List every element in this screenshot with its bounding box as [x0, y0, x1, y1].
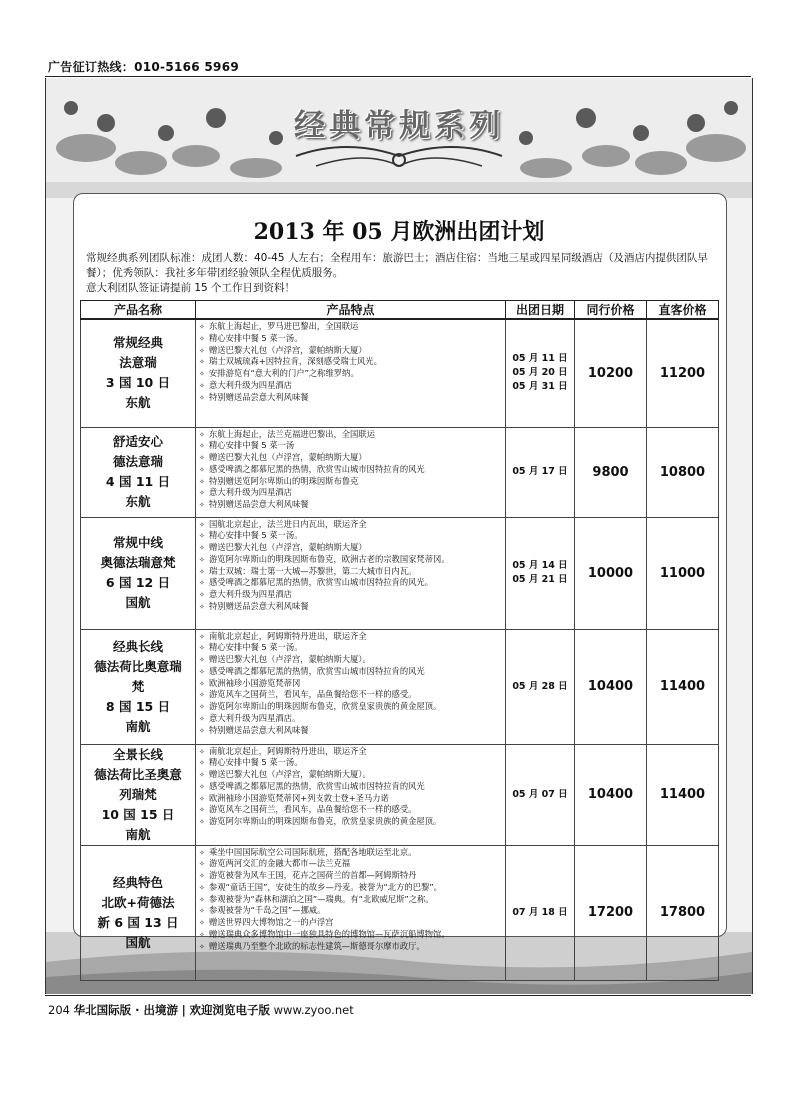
departure-dates-cell: [506, 845, 575, 980]
peer-price-cell: 10400: [575, 744, 647, 845]
ad-hotline: 广告征订热线：010-5166 5969: [48, 60, 240, 74]
feature-item: ✧ 感受啤酒之都慕尼黑的热情，欣赏雪山城市因特拉肯的风光: [199, 781, 502, 793]
product-name-cell: [81, 427, 196, 517]
feature-item: ✧ 赠送巴黎大礼包（卢浮宫，蒙帕纳斯大厦）: [199, 542, 502, 554]
feature-item: ✧ 游览阿尔卑斯山的明珠因斯布鲁克，欣赏皇家贵族的黄金屋顶。: [199, 701, 502, 713]
departure-dates-cell: [506, 427, 575, 517]
feature-item: ✧ 意大利升级为四星酒店: [199, 589, 502, 601]
departure-date: 05 月 17 日: [512, 466, 568, 477]
tour-plan-table: [80, 300, 719, 981]
direct-price-cell: 11400: [647, 629, 719, 744]
product-name-line: 全景长线: [112, 746, 163, 762]
column-header: 出团日期: [506, 301, 575, 320]
product-name-cell: [81, 845, 196, 980]
product-name-cell: [81, 629, 196, 744]
product-name-line: 国航: [125, 934, 151, 950]
departure-date: 05 月 20 日: [512, 367, 568, 379]
feature-item: ✧ 赠送巴黎大礼包（卢浮宫，蒙帕纳斯大厦）。: [199, 769, 502, 781]
table-row: [81, 744, 719, 845]
feature-item: ✧ 游览两河交汇的金融大都市—法兰克福: [199, 858, 502, 870]
feature-item: ✧ 精心安排中餐 5 菜一汤: [199, 440, 502, 452]
product-features-cell: [196, 845, 506, 980]
product-name-line: 列瑞梵: [119, 786, 157, 802]
publication-name: 华北国际版 · 出境游: [73, 1003, 178, 1017]
column-header: 同行价格: [575, 301, 647, 320]
feature-item: ✧ 精心安排中餐 5 菜一汤。: [199, 642, 502, 654]
feature-item: ✧ 特别赠送览阿尔卑斯山的明珠因斯布鲁克: [199, 476, 502, 488]
product-name-line: 奥德法瑞意梵: [100, 555, 176, 570]
direct-price-cell: 11000: [647, 517, 719, 629]
feature-item: ✧ 感受啤酒之都慕尼黑的热情，欣赏雪山城市因特拉肯的风光: [199, 464, 502, 476]
feature-item: ✧ 参观被誉为“千岛之国”—挪威。: [199, 905, 502, 917]
product-name-line: 南航: [125, 826, 151, 842]
product-name-line: 梵: [131, 678, 145, 694]
product-name-line: 3 国 10 日: [105, 375, 171, 391]
feature-item: ✧ 参观被誉为“森林和湖泊之国”—瑞典。有“北欧威尼斯”之称。: [199, 894, 502, 906]
page-number: 204: [48, 1003, 70, 1017]
product-name-line: 新 6 国 13 日: [97, 914, 179, 930]
feature-item: ✧ 精心安排中餐 5 菜一汤。: [199, 530, 502, 542]
peer-price-cell: 9800: [575, 427, 647, 517]
table-row: [81, 427, 719, 517]
feature-item: ✧ 赠送巴黎大礼包（卢浮宫，蒙帕纳斯大厦）: [199, 452, 502, 464]
feature-item: ✧ 东航上海起止，法兰克福进巴黎出，全国联运: [199, 429, 502, 441]
peer-price-cell: 10400: [575, 629, 647, 744]
column-header: 产品特点: [196, 301, 506, 320]
departure-dates-cell: [506, 744, 575, 845]
feature-item: ✧ 游览阿尔卑斯山的明珠因斯布鲁克，欧洲古老的宗教国家梵蒂冈。: [199, 554, 502, 566]
product-name-line: 经典特色: [112, 874, 163, 890]
feature-item: ✧ 意大利升级为四星酒店: [199, 380, 502, 392]
feature-item: ✧ 瑞士双城琉森+因特拉肯，深刻感受瑞士风光。: [199, 356, 502, 368]
feature-item: ✧ 感受啤酒之都慕尼黑的热情，欣赏雪山城市因特拉肯的风光: [199, 666, 502, 678]
product-name-line: 南航: [125, 718, 151, 734]
departure-date: 05 月 21 日: [512, 574, 568, 585]
feature-item: ✧ 意大利升级为四星酒店: [199, 487, 502, 499]
feature-item: ✧ 东航上海起止，罗马进巴黎出，全国联运: [199, 321, 502, 333]
product-name-line: 8 国 15 日: [105, 698, 171, 714]
feature-item: ✧ 乘坐中国国际航空公司国际航班，搭配各地联运至北京。: [199, 847, 502, 859]
feature-item: ✧ 感受啤酒之都慕尼黑的热情，欣赏雪山城市因特拉肯的风光。: [199, 577, 502, 589]
feature-item: ✧ 欧洲袖珍小国游览梵蒂冈+列支敦士登+圣马力诺: [199, 793, 502, 805]
feature-item: ✧ 特别赠送品尝意大利风味餐: [199, 392, 502, 404]
direct-price-cell: 11400: [647, 744, 719, 845]
product-name-cell: [81, 319, 196, 427]
product-features-cell: [196, 744, 506, 845]
column-header: 直客价格: [647, 301, 719, 320]
departure-dates-cell: [506, 629, 575, 744]
website-link[interactable]: www.zyoo.net: [273, 1003, 354, 1017]
product-name-line: 德法荷比奥意瑞: [94, 658, 182, 674]
product-features-cell: [196, 517, 506, 629]
table-row: [81, 629, 719, 744]
product-name-cell: [81, 517, 196, 629]
peer-price-cell: 10200: [575, 319, 647, 427]
feature-item: ✧ 游览被誉为风车王国，花卉之国荷兰的首都—阿姆斯特丹: [199, 870, 502, 882]
departure-date: 05 月 28 日: [512, 680, 568, 692]
product-name-line: 10 国 15 日: [101, 806, 175, 822]
footer-divider: [45, 995, 751, 996]
table-row: [81, 517, 719, 629]
direct-price-cell: 17800: [647, 845, 719, 980]
feature-item: ✧ 赠送世界四大博物馆之一的卢浮宫: [199, 917, 502, 929]
plan-title: 2013 年 05 月欧洲出团计划: [253, 219, 545, 245]
feature-item: ✧ 特别赠送品尝意大利风味餐: [199, 499, 502, 511]
feature-item: ✧ 参观“童话王国”，安徒生的故乡—丹麦。被誉为“北方的巴黎”。: [199, 882, 502, 894]
feature-item: ✧ 特别赠送品尝意大利风味餐: [199, 601, 502, 613]
feature-item: ✧ 安排游览有“意大利的门户”之称维罗纳。: [199, 368, 502, 380]
feature-item: ✧ 瑞士双城：瑞士第一大城—苏黎世，第二大城市日内瓦。: [199, 566, 502, 578]
product-features-cell: [196, 629, 506, 744]
departure-date: 07 月 18 日: [512, 906, 568, 918]
visa-notice: 意大利团队签证请提前 15 个工作日到资料！: [86, 282, 296, 294]
table-row: [81, 845, 719, 980]
feature-item: ✧ 国航北京起止，法兰进日内瓦出，联运齐全: [199, 519, 502, 531]
product-features-cell: [196, 319, 506, 427]
top-divider: [45, 76, 751, 77]
feature-item: ✧ 游览风车之国荷兰，看风车，品鱼餐给您不一样的感受。: [199, 689, 502, 701]
table-row: [81, 319, 719, 427]
feature-item: ✧ 特别赠送品尝意大利风味餐: [199, 725, 502, 737]
product-name-line: 6 国 12 日: [105, 575, 171, 590]
feature-item: ✧ 意大利升级为四星酒店。: [199, 713, 502, 725]
feature-item: ✧ 南航北京起止，阿姆斯特丹进出，联运齐全: [199, 631, 502, 643]
page-footer: [48, 1002, 354, 1018]
departure-date: 05 月 07 日: [512, 788, 568, 800]
product-name-line: 国航: [125, 595, 151, 610]
feature-item: ✧ 欧洲袖珍小国游览梵蒂冈: [199, 678, 502, 690]
product-name-line: 北欧+荷德法: [101, 894, 175, 910]
series-title: 经典常规系列: [294, 108, 504, 144]
feature-item: ✧ 南航北京起止，阿姆斯特丹进出，联运齐全: [199, 746, 502, 758]
peer-price-cell: 10000: [575, 517, 647, 629]
feature-item: ✧ 游览阿尔卑斯山的明珠因斯布鲁克，欣赏皇家贵族的黄金屋顶。: [199, 816, 502, 828]
product-name-line: 东航: [125, 494, 151, 509]
product-name-line: 德法意瑞: [112, 454, 163, 469]
feature-item: ✧ 精心安排中餐 5 菜一汤。: [199, 757, 502, 769]
departure-dates-cell: [506, 319, 575, 427]
departure-dates-cell: [506, 517, 575, 629]
direct-price-cell: 10800: [647, 427, 719, 517]
product-name-cell: [81, 744, 196, 845]
feature-item: ✧ 赠送瑞典众多博物馆中一座独具特色的博物馆—瓦萨沉船博物馆。: [199, 929, 502, 941]
feature-item: ✧ 赠送巴黎大礼包（卢浮宫，蒙帕纳斯大厦）。: [199, 654, 502, 666]
column-header: 产品名称: [81, 301, 196, 320]
direct-price-cell: 11200: [647, 319, 719, 427]
departure-date: 05 月 11 日: [512, 353, 568, 365]
table-header-row: [81, 301, 719, 320]
group-standard-intro: 常规经典系列团队标准：成团人数：40-45 人左右；全程用车：旅游巴士；酒店住宿：当地三星或四星同级酒店（及酒店内提供团队早餐）；优秀领队：我社多年带团经验领队全程优质服务。: [86, 252, 708, 279]
product-name-line: 4 国 11 日: [105, 474, 171, 489]
footer-tagline: 欢迎浏览电子版: [189, 1003, 270, 1017]
product-name-line: 常规中线: [112, 535, 163, 550]
peer-price-cell: 17200: [575, 845, 647, 980]
product-name-line: 经典长线: [112, 638, 163, 654]
departure-date: 05 月 14 日: [512, 560, 568, 571]
feature-item: ✧ 赠送巴黎大礼包（卢浮宫，蒙帕纳斯大厦）: [199, 345, 502, 357]
departure-date: 05 月 31 日: [512, 381, 568, 393]
product-name-line: 常规经典: [112, 335, 163, 351]
feature-item: ✧ 游览风车之国荷兰，看风车，品鱼餐给您不一样的感受。: [199, 804, 502, 816]
product-features-cell: [196, 427, 506, 517]
product-name-line: 舒适安心: [112, 434, 163, 449]
feature-item: ✧ 赠送瑞典乃至整个北欧的标志性建筑—斯德哥尔摩市政厅。: [199, 941, 502, 953]
feature-item: ✧ 精心安排中餐 5 菜一汤。: [199, 333, 502, 345]
footer-separator: |: [181, 1003, 186, 1017]
product-name-line: 德法荷比圣奥意: [94, 766, 182, 782]
product-name-line: 东航: [125, 395, 151, 411]
product-name-line: 法意瑞: [119, 355, 157, 371]
